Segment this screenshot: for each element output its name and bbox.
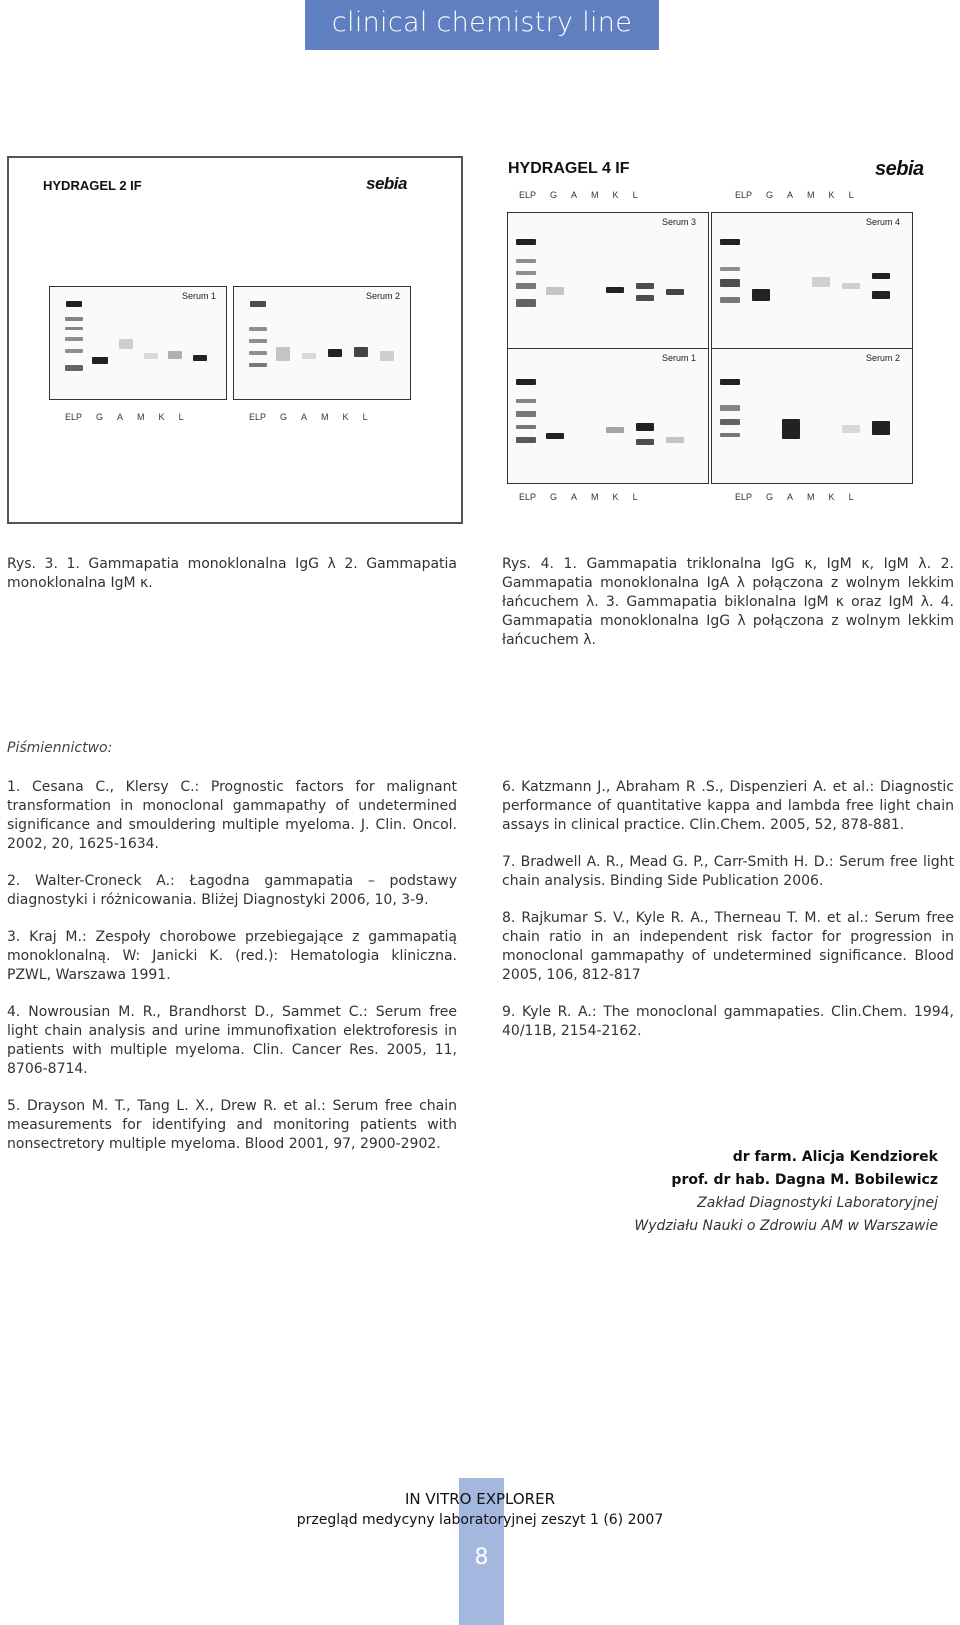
lane-labels: ELP G A M K L [65,412,184,422]
gel-serum-4 [711,212,913,352]
figure-1-panel [7,156,463,524]
author-affiliation: Zakład Diagnostyki Laboratoryjnej [697,1195,938,1211]
figure-2-panel [505,150,957,526]
serum-label: Serum 1 [661,353,696,363]
reference-item: 6. Katzmann J., Abraham R .S., Dispenzieri A. et al.: Diagnostic performance of quantitative kappa and lambda free light chain assays in clinical practice. Clin.Chem. 2005, 52, 878-881. [502,779,954,833]
references-title: Piśmiennictwo: [7,740,113,756]
reference-item: 5. Drayson M. T., Tang L. X., Drew R. et al.: Serum free chain measurements for identifying and monitoring patients with nonsectretory multiple myeloma. Blood 2001, 97, 2900-2902. [7,1098,457,1152]
lane-labels-bottom-right: ELP G A M K L [735,492,854,502]
header-band [305,0,659,50]
sebia-logo: sebia [875,158,924,180]
author-name: prof. dr hab. Dagna M. Bobilewicz [671,1172,938,1188]
gel-serum-2-f1 [233,286,411,400]
figure-2-title: HYDRAGEL 4 IF [508,160,630,177]
author-affiliation: Wydziału Nauki o Zdrowiu AM w Warszawie [634,1218,938,1234]
lane-labels-top-right: ELP G A M K L [735,190,854,200]
serum-label: Serum 2 [365,291,400,301]
reference-item: 3. Kraj M.: Zespoły chorobowe przebiegające z gammapatią monoklonalną. W: Janicki K. (red.): Hematologia kliniczna. PZWL, Warszawa 1991. [7,929,457,983]
sebia-logo: sebia [366,174,407,193]
lane-labels-top-left: ELP G A M K L [519,190,638,200]
gel-serum-3 [507,212,709,352]
reference-item: 8. Rajkumar S. V., Kyle R. A., Therneau T. M. et al.: Serum free chain ratio in an independent risk factor for progression in monoclonal gammapathy of undetermined significance. Blood 2005, 106, 812-817 [502,910,954,983]
reference-item: 2. Walter-Croneck A.: Łagodna gammapatia – podstawy diagnostyki i różnicowania. Bliżej Diagnostyki 2006, 10, 3-9. [7,873,457,908]
serum-label: Serum 3 [661,217,696,227]
reference-item: 1. Cesana C., Klersy C.: Prognostic factors for malignant transformation in monoclonal gammapathy of undetermined significance and smouldering multiple myeloma. J. Clin. Oncol. 2002, 20, 1625-1634. [7,779,457,852]
author-name: dr farm. Alicja Kendziorek [732,1149,938,1165]
serum-label: Serum 1 [181,291,216,301]
gel-serum-1-f2 [507,348,709,484]
figure-1-title: HYDRAGEL 2 IF [43,178,142,193]
footer-subtitle: przegląd medycyny laboratoryjnej zeszyt 1 (6) 2007 [296,1512,664,1528]
reference-item: 7. Bradwell A. R., Mead G. P., Carr-Smith H. D.: Serum free light chain analysis. Binding Side Publication 2006. [502,854,954,889]
serum-label: Serum 2 [865,353,900,363]
reference-item: 4. Nowrousian M. R., Brandhorst D., Sammet C.: Serum free light chain analysis and urine immunofixation elektroforesis in patients with multiple myeloma. Clin. Cancer Res. 2005, 11, 8706-8714. [7,1004,457,1077]
lane-labels: ELP G A M K L [249,412,368,422]
references-left-column [7,778,457,1172]
references-right-column [502,778,954,1059]
lane-labels-bottom-left: ELP G A M K L [519,492,638,502]
header-title: clinical chemistry line [331,7,633,38]
serum-label: Serum 4 [865,217,900,227]
authors-block [634,1146,938,1238]
figure-2-caption: Rys. 4. 1. Gammapatia triklonalna IgG κ, IgM κ, IgM λ. 2. Gammapatia monoklonalna IgA λ połączona z wolnym lekkim łańcuchem λ. 3. Gammapatia biklonalna IgM κ oraz IgM λ. 4. Gammapatia monoklonalna IgG λ połączona z wolnym lekkim łańcuchem λ. [502,556,954,648]
reference-item: 9. Kyle R. A.: The monoclonal gammapaties. Clin.Chem. 1994, 40/11B, 2154-2162. [502,1004,954,1039]
footer-title: IN VITRO EXPLORER [404,1490,555,1508]
page-number: 8 [474,1545,489,1570]
gel-serum-2-f2 [711,348,913,484]
figure-1-caption: Rys. 3. 1. Gammapatia monoklonalna IgG λ 2. Gammapatia monoklonalna IgM κ. [7,556,457,591]
gel-serum-1-f1 [49,286,227,400]
